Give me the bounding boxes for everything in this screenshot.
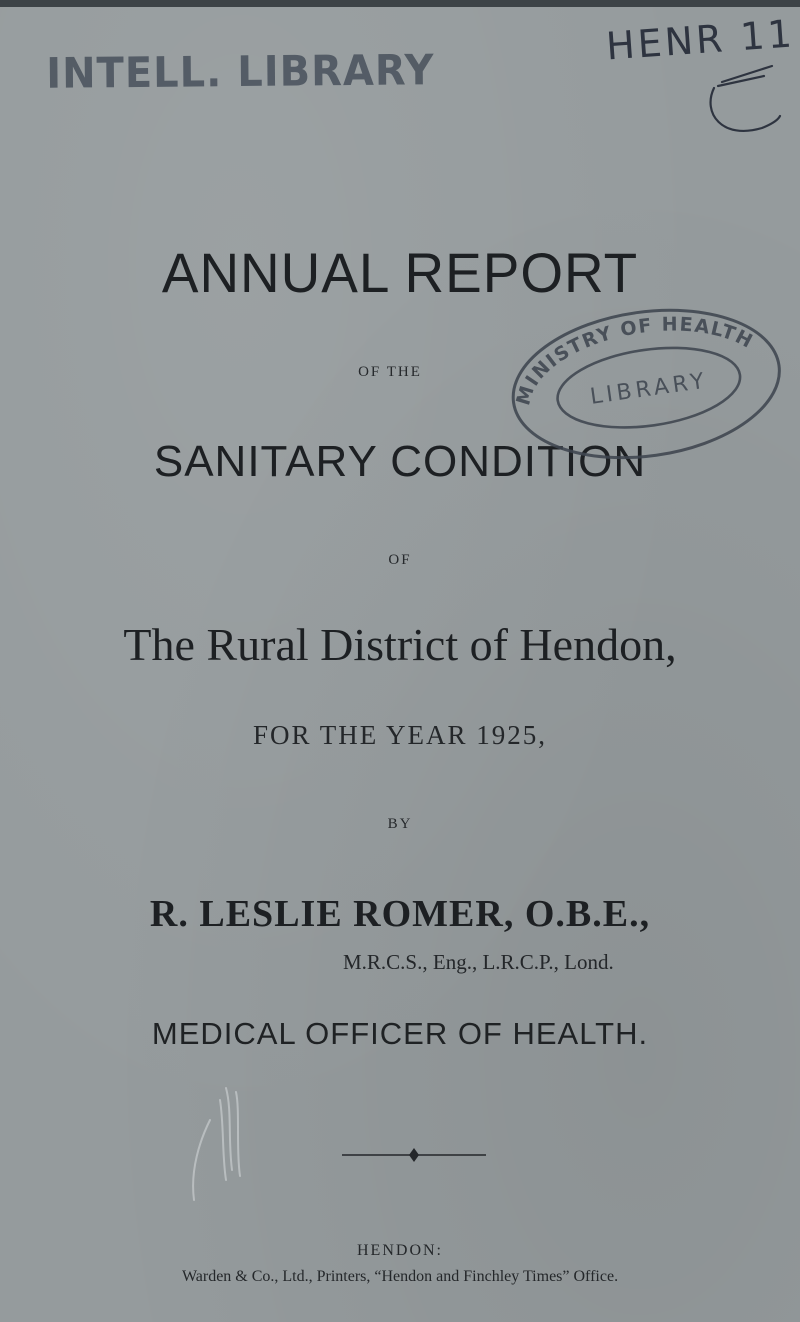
divider-ornament [340,1145,488,1165]
page-top-edge [0,0,800,7]
author-name: R. LESLIE ROMER, O.B.E., [149,893,651,935]
report-subject: SANITARY CONDITION [153,437,647,486]
district-name: The Rural District of Hendon, [123,619,677,670]
pencil-scribble [170,1080,270,1230]
handwritten-reference: HENR 11 [604,11,797,69]
report-year: FOR THE YEAR 1925, [252,720,548,750]
author-position: MEDICAL OFFICER OF HEALTH. [151,1016,649,1051]
of-the-label: OF THE [358,364,422,380]
handwritten-e-mark [702,58,792,148]
ministry-stamp-outer-text: MINISTRY OF HEALTH [512,313,758,408]
report-title: ANNUAL REPORT [161,241,639,304]
intell-library-stamp: INTELL. LIBRARY [46,46,435,99]
printer-line: Warden & Co., Ltd., Printers, “Hendon and Finchley Times” Office. [181,1268,619,1285]
ministry-stamp-inner-text: LIBRARY [588,368,710,410]
by-label: BY [387,816,413,832]
author-qualifications: M.R.C.S., Eng., L.R.C.P., Lond. [343,950,614,974]
publication-place: HENDON: [357,1242,443,1259]
ministry-of-health-stamp [506,292,786,472]
of-label: OF [388,552,412,568]
